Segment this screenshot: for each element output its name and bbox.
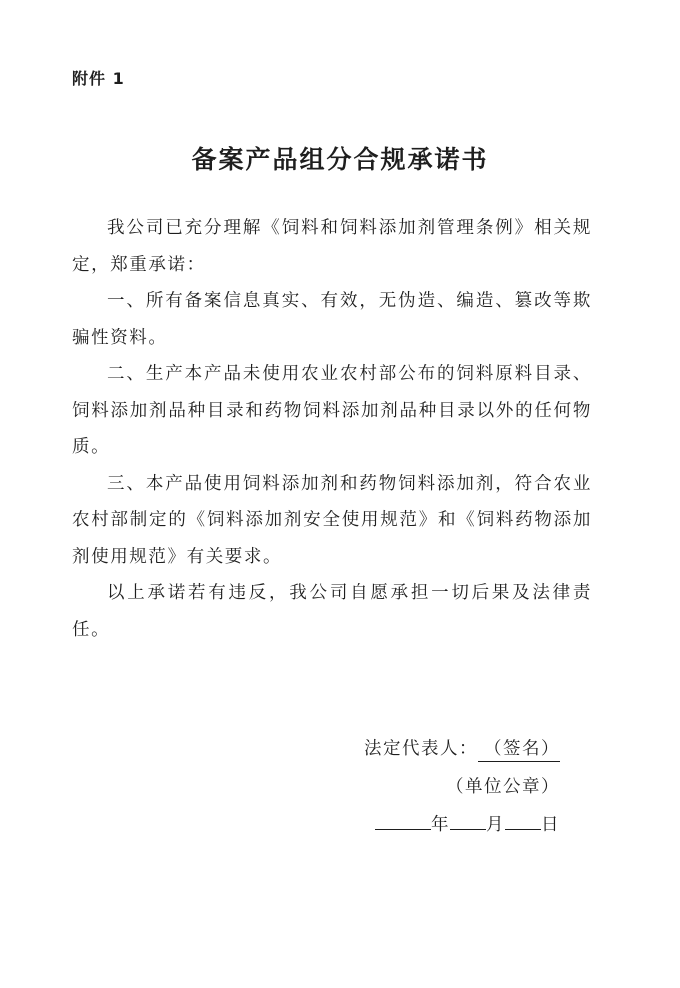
paragraph-item-2: 二、生产本产品未使用农业农村部公布的饲料原料目录、饲料添加剂品种目录和药物饲料添加剂品种目录以外的任何物质。	[72, 364, 592, 457]
sign-hint: （签名）	[484, 739, 560, 759]
paragraph-closing: 以上承诺若有违反，我公司自愿承担一切后果及法律责任。	[72, 583, 592, 640]
signature-block	[364, 730, 560, 844]
document-title: 备案产品组分合规承诺书	[191, 145, 489, 174]
month-label: 月	[486, 815, 505, 835]
representative-row	[364, 730, 560, 768]
attachment-label: 附件 1	[72, 69, 125, 88]
day-blank	[505, 829, 541, 830]
signature-line	[478, 737, 560, 762]
date-row	[364, 806, 560, 844]
year-label: 年	[431, 815, 450, 835]
seal-row	[364, 768, 560, 806]
year-blank	[375, 829, 431, 830]
month-blank	[450, 829, 486, 830]
day-label: 日	[541, 815, 560, 835]
paragraph-intro: 我公司已充分理解《饲料和饲料添加剂管理条例》相关规定，郑重承诺：	[72, 218, 592, 275]
paragraph-item-3: 三、本产品使用饲料添加剂和药物饲料添加剂，符合农业农村部制定的《饲料添加剂安全使用规范》和《饲料药物添加剂使用规范》有关要求。	[72, 473, 592, 567]
representative-label: 法定代表人：	[364, 739, 478, 759]
document-body	[72, 210, 592, 648]
seal-hint: （单位公章）	[446, 777, 560, 797]
paragraph-item-1: 一、所有备案信息真实、有效，无伪造、编造、篡改等欺骗性资料。	[72, 291, 592, 348]
